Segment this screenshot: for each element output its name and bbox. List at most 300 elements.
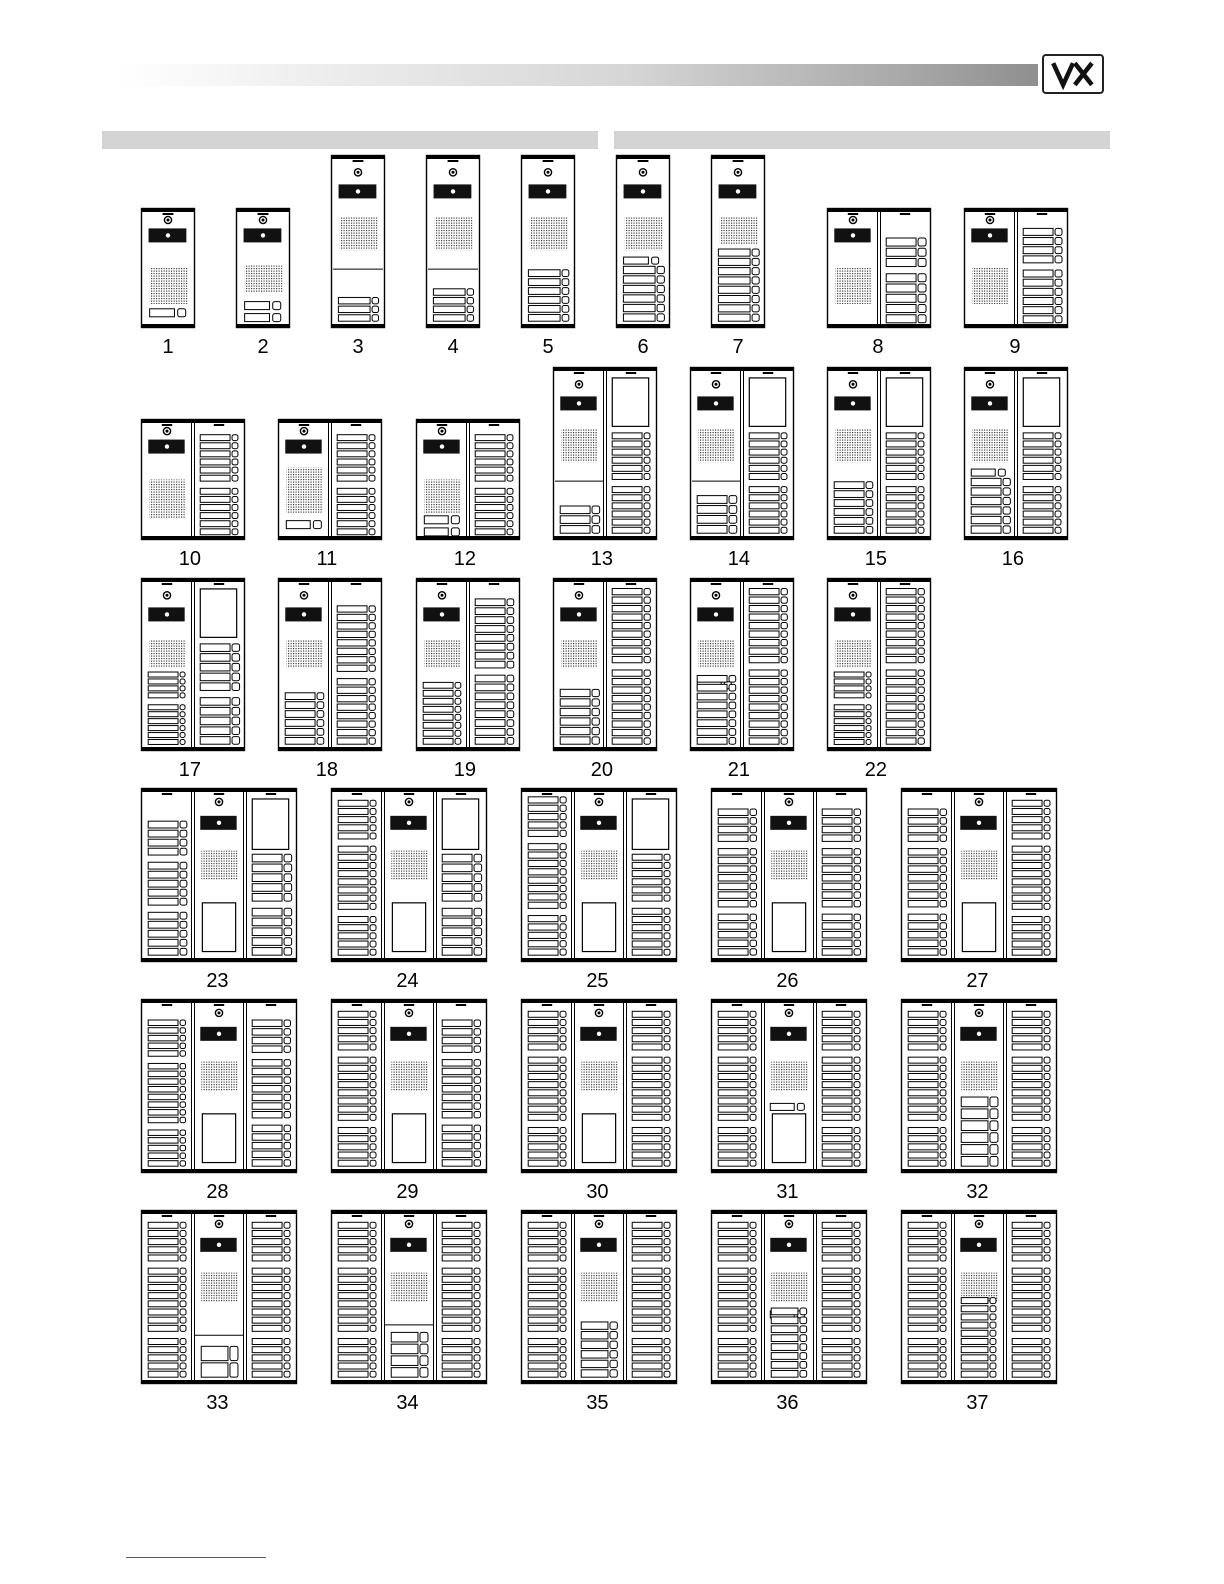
call-button[interactable] — [822, 1355, 852, 1361]
call-button[interactable] — [442, 948, 472, 956]
call-button[interactable] — [581, 1360, 608, 1367]
call-button[interactable] — [252, 1293, 282, 1299]
call-button[interactable] — [560, 737, 590, 744]
call-button[interactable] — [1012, 1106, 1042, 1112]
call-button[interactable] — [822, 849, 852, 855]
call-button[interactable] — [612, 656, 642, 662]
call-button[interactable] — [632, 862, 662, 868]
door-panel-26[interactable] — [711, 788, 867, 962]
call-button[interactable] — [528, 1044, 558, 1050]
call-button[interactable] — [834, 739, 864, 744]
call-button[interactable] — [1012, 1011, 1042, 1017]
call-button[interactable] — [338, 1057, 368, 1063]
call-button[interactable] — [148, 1145, 178, 1150]
call-button[interactable] — [200, 683, 230, 691]
call-button[interactable] — [338, 846, 368, 852]
call-button[interactable] — [338, 800, 368, 806]
door-panel-9[interactable] — [964, 208, 1068, 328]
call-button[interactable] — [1012, 862, 1042, 868]
door-panel-14[interactable] — [690, 367, 794, 540]
call-button[interactable] — [423, 714, 453, 720]
call-button[interactable] — [148, 1371, 178, 1377]
call-button[interactable] — [148, 1071, 178, 1076]
call-button[interactable] — [908, 1301, 938, 1307]
call-button[interactable] — [886, 457, 916, 463]
call-button[interactable] — [338, 854, 368, 860]
call-button[interactable] — [475, 467, 505, 473]
call-button[interactable] — [822, 1347, 852, 1353]
call-button[interactable] — [834, 726, 864, 731]
call-button[interactable] — [612, 433, 642, 439]
call-button[interactable] — [1023, 487, 1053, 493]
call-button[interactable] — [423, 682, 453, 688]
call-button[interactable] — [971, 488, 1001, 495]
call-button[interactable] — [337, 665, 367, 671]
call-button[interactable] — [1012, 1222, 1042, 1228]
call-button[interactable] — [338, 1106, 368, 1112]
call-button[interactable] — [612, 721, 642, 727]
call-button[interactable] — [442, 1029, 472, 1035]
door-panel-12[interactable] — [416, 419, 520, 540]
door-panel-21[interactable] — [690, 578, 794, 751]
call-button[interactable] — [391, 1332, 418, 1342]
call-button[interactable] — [749, 527, 779, 533]
call-button[interactable] — [834, 526, 864, 533]
call-button[interactable] — [632, 925, 662, 931]
call-button[interactable] — [442, 1086, 472, 1092]
call-button[interactable] — [822, 1247, 852, 1253]
call-button[interactable] — [718, 892, 748, 898]
call-button[interactable] — [442, 1301, 472, 1307]
call-button[interactable] — [961, 1109, 988, 1119]
call-button[interactable] — [148, 1035, 178, 1040]
call-button[interactable] — [886, 495, 916, 501]
call-button[interactable] — [886, 656, 916, 662]
call-button[interactable] — [961, 1145, 988, 1155]
call-button[interactable] — [749, 622, 779, 628]
call-button[interactable] — [252, 1325, 282, 1331]
call-button[interactable] — [1023, 457, 1053, 463]
call-button[interactable] — [623, 285, 655, 292]
call-button[interactable] — [886, 503, 916, 509]
call-button[interactable] — [433, 289, 465, 295]
call-button[interactable] — [1023, 298, 1053, 305]
call-button[interactable] — [886, 294, 916, 302]
call-button[interactable] — [908, 1028, 938, 1034]
call-button[interactable] — [908, 857, 938, 863]
call-button[interactable] — [822, 1284, 852, 1290]
call-button[interactable] — [528, 1090, 558, 1096]
call-button[interactable] — [612, 606, 642, 612]
call-button[interactable] — [908, 1098, 938, 1104]
call-button[interactable] — [581, 1322, 608, 1329]
door-panel-18[interactable] — [278, 578, 382, 751]
call-button[interactable] — [528, 822, 558, 828]
door-panel-27[interactable] — [901, 788, 1057, 962]
call-button[interactable] — [245, 302, 270, 310]
call-button[interactable] — [528, 1057, 558, 1063]
call-button[interactable] — [528, 279, 560, 286]
call-button[interactable] — [1012, 1098, 1042, 1104]
call-button[interactable] — [442, 1037, 472, 1043]
call-button[interactable] — [442, 1222, 472, 1228]
call-button[interactable] — [338, 1309, 368, 1315]
call-button[interactable] — [252, 948, 282, 956]
door-panel-6[interactable] — [616, 155, 670, 328]
call-button[interactable] — [718, 949, 748, 955]
call-button[interactable] — [148, 1094, 178, 1099]
call-button[interactable] — [1012, 1268, 1042, 1274]
call-button[interactable] — [834, 686, 864, 691]
call-button[interactable] — [475, 608, 505, 615]
door-panel-4[interactable] — [426, 155, 480, 328]
call-button[interactable] — [1012, 1028, 1042, 1034]
call-button[interactable] — [442, 1309, 472, 1315]
call-button[interactable] — [475, 617, 505, 624]
call-button[interactable] — [528, 1136, 558, 1142]
call-button[interactable] — [718, 826, 748, 832]
call-button[interactable] — [252, 928, 282, 936]
call-button[interactable] — [612, 678, 642, 684]
call-button[interactable] — [1012, 1339, 1042, 1345]
call-button[interactable] — [338, 1082, 368, 1088]
call-button[interactable] — [442, 1151, 472, 1157]
call-button[interactable] — [632, 1284, 662, 1290]
call-button[interactable] — [528, 885, 558, 891]
door-panel-2[interactable] — [236, 208, 290, 328]
call-button[interactable] — [908, 1065, 938, 1071]
call-button[interactable] — [822, 1098, 852, 1104]
call-button[interactable] — [528, 1152, 558, 1158]
call-button[interactable] — [718, 1355, 748, 1361]
call-button[interactable] — [528, 1230, 558, 1236]
call-button[interactable] — [475, 643, 505, 650]
call-button[interactable] — [612, 503, 642, 509]
call-button[interactable] — [200, 505, 230, 511]
call-button[interactable] — [200, 663, 230, 671]
call-button[interactable] — [749, 631, 779, 637]
call-button[interactable] — [1012, 1044, 1042, 1050]
call-button[interactable] — [749, 589, 779, 595]
call-button[interactable] — [961, 1156, 988, 1166]
call-button[interactable] — [1023, 316, 1053, 323]
call-button[interactable] — [337, 488, 367, 494]
call-button[interactable] — [632, 1363, 662, 1369]
call-button[interactable] — [822, 1230, 852, 1236]
call-button[interactable] — [337, 505, 367, 511]
call-button[interactable] — [433, 306, 465, 312]
call-button[interactable] — [252, 918, 282, 926]
call-button[interactable] — [442, 1293, 472, 1299]
call-button[interactable] — [697, 684, 727, 691]
call-button[interactable] — [475, 661, 505, 668]
call-button[interactable] — [834, 733, 864, 738]
call-button[interactable] — [148, 672, 178, 677]
call-button[interactable] — [338, 1230, 368, 1236]
call-button[interactable] — [697, 675, 727, 682]
call-button[interactable] — [908, 1355, 938, 1361]
call-button[interactable] — [1012, 846, 1042, 852]
call-button[interactable] — [749, 639, 779, 645]
call-button[interactable] — [475, 505, 505, 511]
call-button[interactable] — [632, 1098, 662, 1104]
call-button[interactable] — [285, 720, 315, 727]
call-button[interactable] — [148, 1230, 178, 1236]
call-button[interactable] — [718, 286, 750, 293]
call-button[interactable] — [338, 1255, 368, 1261]
call-button[interactable] — [560, 727, 590, 734]
call-button[interactable] — [285, 729, 315, 736]
call-button[interactable] — [475, 738, 505, 745]
call-button[interactable] — [718, 1276, 748, 1282]
call-button[interactable] — [200, 459, 230, 465]
call-button[interactable] — [718, 1317, 748, 1323]
call-button[interactable] — [338, 1363, 368, 1369]
call-button[interactable] — [771, 1362, 798, 1369]
call-button[interactable] — [908, 818, 938, 824]
call-button[interactable] — [908, 1128, 938, 1134]
call-button[interactable] — [718, 883, 748, 889]
call-button[interactable] — [908, 1239, 938, 1245]
call-button[interactable] — [442, 1046, 472, 1052]
call-button[interactable] — [718, 931, 748, 937]
call-button[interactable] — [1023, 238, 1053, 245]
call-button[interactable] — [612, 614, 642, 620]
call-button[interactable] — [475, 626, 505, 633]
call-button[interactable] — [718, 1028, 748, 1034]
call-button[interactable] — [338, 306, 370, 312]
call-button[interactable] — [908, 1036, 938, 1042]
door-panel-30[interactable] — [521, 999, 677, 1173]
call-button[interactable] — [475, 599, 505, 606]
call-button[interactable] — [908, 1222, 938, 1228]
call-button[interactable] — [245, 314, 270, 322]
call-button[interactable] — [908, 1363, 938, 1369]
call-button[interactable] — [623, 276, 655, 283]
call-button[interactable] — [252, 1284, 282, 1290]
call-button[interactable] — [822, 1073, 852, 1079]
call-button[interactable] — [200, 644, 230, 652]
call-button[interactable] — [961, 1338, 988, 1344]
call-button[interactable] — [908, 849, 938, 855]
call-button[interactable] — [252, 1347, 282, 1353]
call-button[interactable] — [908, 1044, 938, 1050]
call-button[interactable] — [200, 737, 230, 745]
call-button[interactable] — [632, 879, 662, 885]
call-button[interactable] — [338, 833, 368, 839]
call-button[interactable] — [886, 527, 916, 533]
call-button[interactable] — [886, 704, 916, 710]
call-button[interactable] — [1023, 495, 1053, 501]
call-button[interactable] — [338, 1301, 368, 1307]
call-button[interactable] — [338, 1011, 368, 1017]
call-button[interactable] — [1012, 933, 1042, 939]
call-button[interactable] — [908, 931, 938, 937]
call-button[interactable] — [442, 1060, 472, 1066]
call-button[interactable] — [718, 923, 748, 929]
call-button[interactable] — [632, 854, 662, 860]
call-button[interactable] — [528, 814, 558, 820]
call-button[interactable] — [475, 635, 505, 642]
call-button[interactable] — [886, 315, 916, 323]
call-button[interactable] — [528, 1255, 558, 1261]
call-button[interactable] — [908, 1268, 938, 1274]
call-button[interactable] — [200, 717, 230, 725]
call-button[interactable] — [200, 467, 230, 473]
call-button[interactable] — [528, 1309, 558, 1315]
call-button[interactable] — [771, 1353, 798, 1360]
call-button[interactable] — [528, 1160, 558, 1166]
call-button[interactable] — [908, 1019, 938, 1025]
call-button[interactable] — [908, 866, 938, 872]
call-button[interactable] — [337, 614, 367, 620]
call-button[interactable] — [148, 948, 178, 955]
door-panel-32[interactable] — [901, 999, 1057, 1173]
call-button[interactable] — [961, 1322, 988, 1328]
door-panel-31[interactable] — [711, 999, 867, 1173]
door-panel-15[interactable] — [827, 367, 931, 540]
call-button[interactable] — [433, 315, 465, 321]
call-button[interactable] — [749, 606, 779, 612]
call-button[interactable] — [822, 1293, 852, 1299]
call-button[interactable] — [148, 1087, 178, 1092]
call-button[interactable] — [612, 631, 642, 637]
call-button[interactable] — [632, 1247, 662, 1253]
call-button[interactable] — [718, 1347, 748, 1353]
call-button[interactable] — [718, 1019, 748, 1025]
call-button[interactable] — [150, 309, 175, 317]
call-button[interactable] — [338, 1268, 368, 1274]
call-button[interactable] — [718, 1036, 748, 1042]
call-button[interactable] — [338, 1339, 368, 1345]
call-button[interactable] — [252, 1363, 282, 1369]
call-button[interactable] — [632, 908, 662, 914]
call-button[interactable] — [337, 657, 367, 663]
call-button[interactable] — [1012, 1301, 1042, 1307]
call-button[interactable] — [718, 296, 750, 303]
door-panel-28[interactable] — [141, 999, 297, 1173]
call-button[interactable] — [1012, 871, 1042, 877]
call-button[interactable] — [148, 1117, 178, 1122]
call-button[interactable] — [612, 622, 642, 628]
call-button[interactable] — [337, 513, 367, 519]
call-button[interactable] — [338, 817, 368, 823]
call-button[interactable] — [1023, 247, 1053, 254]
call-button[interactable] — [886, 614, 916, 620]
call-button[interactable] — [822, 1276, 852, 1282]
call-button[interactable] — [908, 892, 938, 898]
call-button[interactable] — [528, 941, 558, 947]
call-button[interactable] — [1012, 879, 1042, 885]
call-button[interactable] — [148, 1268, 178, 1274]
call-button[interactable] — [337, 443, 367, 449]
call-button[interactable] — [718, 268, 750, 275]
call-button[interactable] — [442, 1103, 472, 1109]
call-button[interactable] — [148, 839, 178, 846]
call-button[interactable] — [632, 916, 662, 922]
call-button[interactable] — [1012, 903, 1042, 909]
call-button[interactable] — [338, 1136, 368, 1142]
call-button[interactable] — [886, 639, 916, 645]
call-button[interactable] — [1023, 433, 1053, 439]
call-button[interactable] — [148, 1239, 178, 1245]
call-button[interactable] — [961, 1371, 988, 1377]
call-button[interactable] — [252, 1086, 282, 1092]
call-button[interactable] — [632, 1106, 662, 1112]
call-button[interactable] — [148, 1110, 178, 1115]
call-button[interactable] — [148, 705, 178, 710]
call-button[interactable] — [822, 866, 852, 872]
call-button[interactable] — [148, 1339, 178, 1345]
door-panel-25[interactable] — [521, 788, 677, 962]
call-button[interactable] — [886, 441, 916, 447]
call-button[interactable] — [749, 656, 779, 662]
door-panel-10[interactable] — [141, 419, 245, 540]
call-button[interactable] — [749, 738, 779, 744]
call-button[interactable] — [338, 1073, 368, 1079]
call-button[interactable] — [252, 1276, 282, 1282]
call-button[interactable] — [148, 889, 178, 896]
call-button[interactable] — [475, 711, 505, 718]
call-button[interactable] — [612, 687, 642, 693]
call-button[interactable] — [442, 1094, 472, 1100]
call-button[interactable] — [1012, 817, 1042, 823]
call-button[interactable] — [338, 1371, 368, 1377]
call-button[interactable] — [718, 1371, 748, 1377]
call-button[interactable] — [718, 1268, 748, 1274]
call-button[interactable] — [632, 1309, 662, 1315]
call-button[interactable] — [697, 693, 727, 700]
call-button[interactable] — [718, 1339, 748, 1345]
call-button[interactable] — [528, 1317, 558, 1323]
call-button[interactable] — [632, 1317, 662, 1323]
call-button[interactable] — [337, 631, 367, 637]
call-button[interactable] — [442, 893, 472, 901]
call-button[interactable] — [908, 923, 938, 929]
call-button[interactable] — [252, 1142, 282, 1148]
call-button[interactable] — [200, 673, 230, 681]
call-button[interactable] — [1012, 949, 1042, 955]
call-button[interactable] — [148, 712, 178, 717]
call-button[interactable] — [632, 1255, 662, 1261]
call-button[interactable] — [528, 1098, 558, 1104]
call-button[interactable] — [749, 687, 779, 693]
call-button[interactable] — [285, 693, 315, 700]
call-button[interactable] — [908, 1073, 938, 1079]
call-button[interactable] — [442, 1355, 472, 1361]
call-button[interactable] — [1023, 270, 1053, 277]
call-button[interactable] — [148, 1153, 178, 1158]
call-button[interactable] — [623, 304, 655, 311]
call-button[interactable] — [632, 941, 662, 947]
call-button[interactable] — [632, 1044, 662, 1050]
call-button[interactable] — [612, 465, 642, 471]
call-button[interactable] — [822, 1255, 852, 1261]
call-button[interactable] — [612, 648, 642, 654]
call-button[interactable] — [961, 1306, 988, 1312]
call-button[interactable] — [252, 1037, 282, 1043]
call-button[interactable] — [749, 433, 779, 439]
call-button[interactable] — [433, 297, 465, 303]
call-button[interactable] — [1023, 288, 1053, 295]
call-button[interactable] — [886, 678, 916, 684]
call-button[interactable] — [252, 1255, 282, 1261]
call-button[interactable] — [612, 738, 642, 744]
call-button[interactable] — [148, 1130, 178, 1135]
call-button[interactable] — [822, 1011, 852, 1017]
call-button[interactable] — [252, 1068, 282, 1074]
call-button[interactable] — [442, 908, 472, 916]
